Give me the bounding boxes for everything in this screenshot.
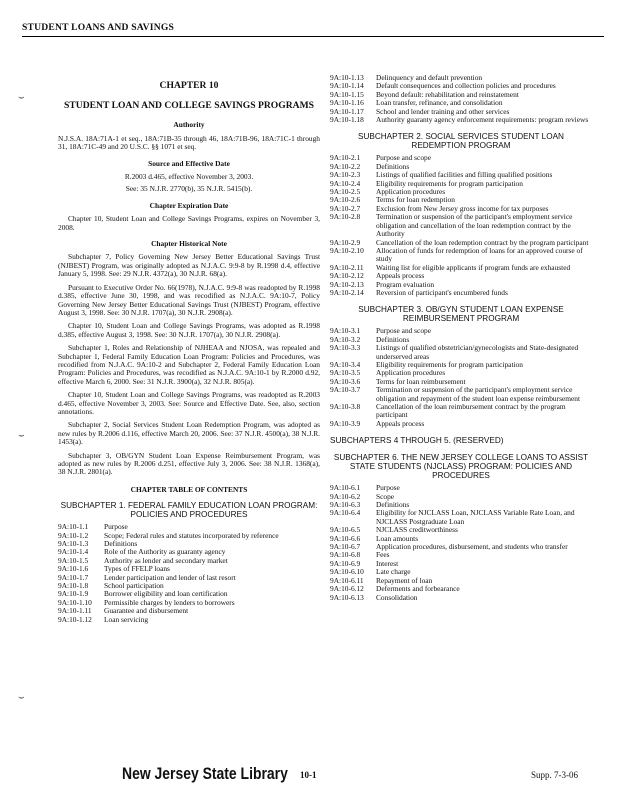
- toc-entry-title: Purpose: [376, 483, 400, 493]
- toc-entry-title: Late charge: [376, 567, 411, 577]
- toc-entry-number: 9A:10-1.5: [58, 555, 89, 565]
- toc-entry-number: 9A:10-3.8: [330, 402, 361, 411]
- source-line: See: 35 N.J.R. 2770(b), 35 N.J.R. 5415(b).: [125, 184, 253, 194]
- toc-entry-title: Borrower eligibility and loan certification: [104, 589, 228, 599]
- history-paragraph: Chapter 10, Student Loan and College Savings Programs, was readopted as R.2003 d.465, effective November 3, 2003. See: Source and Effective Date. See, also, section annotations.: [58, 390, 320, 416]
- toc-entry-title: Program evaluation: [376, 279, 435, 289]
- toc-entry-title: Eligibility requirements for program participation: [376, 359, 523, 369]
- toc-entry-number: 9A:10-1.17: [330, 106, 364, 116]
- toc-entry-number: 9A:10-2.7: [330, 203, 361, 213]
- toc-entry-title: Cancellation of the loan redemption contract by the program participant: [376, 237, 589, 247]
- toc-entry-number: 9A:10-3.4: [330, 359, 361, 369]
- toc-entry-number: 9A:10-6.9: [330, 558, 361, 568]
- toc-entry-number: 9A:10-2.11: [330, 262, 364, 272]
- toc-entry-number: 9A:10-2.12: [330, 271, 364, 281]
- toc-list: [330, 484, 592, 602]
- toc-entry-title: Definitions: [376, 161, 410, 171]
- toc-entry: [58, 557, 320, 565]
- margin-mark: ⌣: [18, 692, 25, 703]
- toc-list: [330, 154, 592, 297]
- toc-entry: [330, 551, 592, 559]
- toc-entry-title: Termination or suspension of the participant's employment service obligation and repayment of the student loan expense reimbursement: [376, 385, 581, 403]
- toc-entry-number: 9A:10-6.13: [330, 592, 364, 602]
- toc-entry-title: Default consequences and collection policies and procedures: [376, 81, 556, 91]
- toc-entry-number: 9A:10-1.4: [58, 547, 89, 557]
- toc-entry-number: 9A:10-1.8: [58, 581, 89, 591]
- toc-entry-number: 9A:10-6.6: [330, 533, 361, 543]
- source-line: R.2003 d.465, effective November 3, 2003.: [124, 172, 254, 182]
- toc-entry-title: Types of FFELP loans: [104, 564, 170, 574]
- toc-entry-number: 9A:10-3.1: [330, 326, 361, 336]
- toc-entry: [330, 188, 592, 196]
- toc-entry: [330, 272, 592, 280]
- chapter-title: STUDENT LOAN AND COLLEGE SAVINGS PROGRAMS: [64, 100, 314, 112]
- toc-entry-title: Beyond default: rehabilitation and reinstatement: [376, 89, 519, 99]
- toc-entry-number: 9A:10-3.9: [330, 418, 361, 428]
- toc-entry: [330, 484, 592, 492]
- toc-entry-number: 9A:10-1.18: [330, 115, 364, 125]
- toc-entry-number: 9A:10-2.2: [330, 161, 361, 171]
- toc-entry: [330, 560, 592, 568]
- toc-entry-title: Definitions: [104, 539, 138, 549]
- toc-entry-number: 9A:10-2.6: [330, 195, 361, 205]
- toc-entry-number: 9A:10-1.13: [330, 73, 364, 82]
- toc-entry-title: Guarantee and disbursement: [104, 606, 189, 616]
- toc-entry-title: School and lender training and other services: [376, 106, 510, 116]
- toc-entry-number: 9A:10-6.12: [330, 584, 364, 594]
- toc-entry-title: Appeals process: [376, 418, 425, 428]
- toc-list: [330, 327, 592, 428]
- toc-entry-number: 9A:10-2.13: [330, 279, 364, 289]
- toc-entry-title: Repayment of loan: [376, 575, 433, 585]
- toc-entry-title: Termination or suspension of the participant's employment service obligation and cancellation of the loan redemption contract by the Authority: [376, 212, 573, 239]
- toc-entry-title: Allocation of funds for redemption of loans for an approved course of study: [376, 245, 583, 264]
- expiration-heading: Chapter Expiration Date: [149, 200, 229, 210]
- toc-entry: [330, 493, 592, 501]
- toc-entry-number: 9A:10-1.15: [330, 89, 364, 99]
- toc-entry-title: Loan servicing: [104, 614, 149, 624]
- toc-entry: [58, 574, 320, 582]
- subchapter-heading: SUBCHAPTER 6. THE NEW JERSEY COLLEGE LOANS TO ASSIST STATE STUDENTS (NJCLASS) PROGRAM: POLICIES AND PROCEDURES: [333, 453, 589, 481]
- toc-entry: [330, 509, 592, 526]
- toc-entry-title: NJCLASS creditworthiness: [376, 525, 458, 535]
- toc-entry: [330, 154, 592, 162]
- toc-entry-number: 9A:10-1.12: [58, 614, 92, 624]
- toc-list: [58, 523, 320, 624]
- toc-entry: [58, 616, 320, 624]
- expiration-text: Chapter 10, Student Loan and College Savings Programs, expires on November 3, 2008.: [58, 214, 320, 232]
- toc-entry-number: 9A:10-6.10: [330, 567, 364, 577]
- page-number: 10-1: [300, 770, 317, 780]
- right-column: [330, 74, 592, 602]
- toc-entry-title: Definitions: [376, 334, 410, 344]
- toc-entry-title: Appeals process: [376, 271, 425, 281]
- margin-mark: ⌣: [18, 92, 25, 103]
- toc-entry-title: Lender participation and lender of last resort: [104, 572, 236, 582]
- toc-entry-title: Listings of qualified obstetrician/gynecologists and State-designated underserved areas: [376, 343, 579, 361]
- toc-entry-title: Exclusion from New Jersey gross income for tax purposes: [376, 203, 549, 213]
- toc-entry: [330, 526, 592, 534]
- toc-entry: [330, 594, 592, 602]
- toc-entry: [330, 386, 592, 403]
- toc-entry: [330, 344, 592, 361]
- toc-entry: [330, 568, 592, 576]
- toc-entry-number: 9A:10-1.16: [330, 98, 364, 108]
- left-column: [58, 74, 320, 624]
- toc-entry-title: Application procedures, disbursement, and students who transfer: [376, 542, 568, 552]
- toc-entry: [330, 289, 592, 297]
- toc-entry-title: Permissible charges by lenders to borrowers: [104, 597, 235, 607]
- toc-entry-number: 9A:10-6.4: [330, 508, 361, 518]
- supplement-date: Supp. 7-3-06: [531, 770, 578, 780]
- toc-entry-title: Definitions: [376, 500, 410, 510]
- toc-entry-title: Scope: [376, 491, 395, 501]
- toc-entry-number: 9A:10-1.10: [58, 597, 92, 607]
- toc-entry-number: 9A:10-2.3: [330, 170, 361, 180]
- toc-entry-title: Role of the Authority as guaranty agency: [104, 547, 226, 557]
- toc-entry: [330, 264, 592, 272]
- toc-entry-number: 9A:10-3.7: [330, 385, 361, 395]
- toc-entry-number: 9A:10-6.2: [330, 491, 361, 501]
- source-heading: Source and Effective Date: [148, 158, 230, 168]
- subchapter-heading: SUBCHAPTER 1. FEDERAL FAMILY EDUCATION LOAN PROGRAM: POLICIES AND PROCEDURES: [60, 501, 318, 520]
- toc-entry: [330, 116, 592, 124]
- toc-entry-number: 9A:10-6.1: [330, 483, 361, 493]
- toc-entry-number: 9A:10-1.3: [58, 539, 89, 549]
- history-paragraph: Subchapter 7, Policy Governing New Jersey Better Educational Savings Trust (NJBEST) Program, was originally adopted as N.J.A.C. 9:9-8 by R.1998 d.4, effective January 5, 1998. See: 29 N.J.R. 4372(a), 30 N.J.R. 68(a).: [58, 252, 320, 279]
- toc-entry-number: 9A:10-3.6: [330, 376, 361, 386]
- toc-entry-number: 9A:10-6.3: [330, 500, 361, 510]
- toc-entry-title: Deferments and forbearance: [376, 584, 460, 594]
- toc-entry-number: 9A:10-1.6: [58, 564, 89, 574]
- subchapter-heading: SUBCHAPTERS 4 THROUGH 5. (RESERVED): [330, 436, 504, 446]
- toc-entry: [330, 585, 592, 593]
- toc-entry: [330, 420, 592, 428]
- toc-entry-number: 9A:10-2.8: [330, 212, 361, 222]
- toc-entry-number: 9A:10-2.9: [330, 237, 361, 247]
- toc-entry-number: 9A:10-1.1: [58, 522, 89, 532]
- toc-entry: [58, 607, 320, 615]
- toc-entry-title: Terms for loan redemption: [376, 195, 455, 205]
- toc-entry-title: Terms for loan reimbursement: [376, 376, 466, 386]
- toc-entry-title: Delinquency and default prevention: [376, 73, 483, 82]
- history-paragraph: Subchapter 3, OB/GYN Student Loan Expense Reimbursement Program, was adopted as new rules by R.2006 d.251, effective July 3, 2006. See: 38 N.J.R. 1368(a), 38 N.J.R. 2801(a).: [58, 450, 320, 477]
- toc-entry-title: Loan transfer, refinance, and consolidation: [376, 98, 503, 108]
- toc-entry-title: Listings of qualified facilities and filling qualified positions: [376, 170, 553, 180]
- toc-entry-number: 9A:10-3.5: [330, 368, 361, 378]
- toc-entry-number: 9A:10-1.2: [58, 530, 89, 540]
- library-stamp: New Jersey State Library: [122, 764, 288, 783]
- toc-entry-number: 9A:10-3.3: [330, 343, 361, 353]
- toc-entry: [58, 599, 320, 607]
- margin-mark: ⌣: [18, 430, 25, 441]
- toc-entry-number: 9A:10-2.1: [330, 153, 361, 163]
- toc-entry: [58, 532, 320, 540]
- toc-list: [330, 74, 592, 124]
- toc-entry-number: 9A:10-2.5: [330, 187, 361, 197]
- toc-entry-number: 9A:10-1.7: [58, 572, 89, 582]
- toc-entry-number: 9A:10-2.4: [330, 178, 361, 188]
- toc-entry: [330, 403, 592, 420]
- toc-entry-number: 9A:10-3.2: [330, 334, 361, 344]
- subchapter-heading: SUBCHAPTER 3. OB/GYN STUDENT LOAN EXPENSE REIMBURSEMENT PROGRAM: [358, 305, 564, 324]
- history-paragraph: Chapter 10, Student Loan and College Savings Programs, was adopted as R.1998 d.385, effective August 3, 1998. See: 30 N.J.R. 1707(a), 30 N.J.R. 2908(a).: [58, 321, 320, 339]
- toc-entry-title: Interest: [376, 558, 399, 568]
- toc-entry-title: Cancellation of the loan reimbursement contract by the program participant: [376, 402, 566, 420]
- toc-entry-title: Purpose and scope: [376, 326, 432, 336]
- toc-entry-title: Consolidation: [376, 592, 418, 602]
- toc-entry-number: 9A:10-6.8: [330, 550, 361, 560]
- subchapter-heading: SUBCHAPTER 2. SOCIAL SERVICES STUDENT LOAN REDEMPTION PROGRAM: [358, 132, 564, 151]
- toc-entry-title: School participation: [104, 581, 164, 591]
- toc-entry-number: 9A:10-1.11: [58, 606, 92, 616]
- toc-entry: [330, 247, 592, 264]
- historical-note: [58, 253, 320, 476]
- toc-entry: [330, 180, 592, 188]
- toc-entry-number: 9A:10-6.7: [330, 542, 361, 552]
- history-paragraph: Pursuant to Executive Order No. 66(1978), N.J.A.C. 9:9-8 was readopted by R.1998 d.385, effective June 30, 1998, and was recodified as N.J.A.C. 9A:10-7, Policy Governing New Jersey Better Educational Savings Trust (NJBEST) Program, effective August 3, 1998. See: 30 N.J.R. 1707(a), 30 N.J.R. 2908(a).: [58, 282, 320, 317]
- toc-entry-title: Application procedures: [376, 368, 446, 378]
- history-paragraph: Subchapter 1, Roles and Relationship of NJHEAA and NJOSA, was repealed and Subchapter 1, Federal Family Education Loan Program: Policies and Procedures, was recodified from N.J.A.C. 9A:10-2 and Subchapter 2, Federal Family Education Loan Program: Policies and Procedures, was recodified as N.J.A.C. 9A:10-1 by R.2000 d.92, effective March 6, 2000. See: 31 N.J.R. 3900(a), 32 N.J.R. 805(a).: [58, 343, 320, 386]
- toc-entry: [330, 577, 592, 585]
- toc-entry-title: Waiting list for eligible applicants if program funds are exhausted: [376, 262, 571, 272]
- running-head: STUDENT LOANS AND SAVINGS: [22, 22, 604, 37]
- toc-entry-title: Reversion of participant's encumbered funds: [376, 287, 508, 297]
- toc-entry: [330, 213, 592, 238]
- toc-entry: [330, 327, 592, 335]
- toc-entry-number: 9A:10-1.14: [330, 81, 364, 91]
- toc-entry-number: 9A:10-1.9: [58, 589, 89, 599]
- toc-entry: [330, 543, 592, 551]
- history-heading: Chapter Historical Note: [151, 239, 227, 249]
- toc-entry-number: 9A:10-2.10: [330, 245, 364, 255]
- history-paragraph: Subchapter 2, Social Services Student Loan Redemption Program, was adopted as new rules by R.2006 d.116, effective March 20, 2006. See: 37 N.J.R. 4500(a), 38 N.J.R. 1453(a).: [58, 420, 320, 447]
- toc-entry-title: Application procedures: [376, 187, 446, 197]
- authority-heading: Authority: [173, 120, 205, 130]
- toc-entry: [330, 361, 592, 369]
- toc-entry-title: Purpose: [104, 522, 128, 532]
- chapter-number: CHAPTER 10: [159, 80, 219, 91]
- toc-entry-title: Scope; Federal rules and statutes incorporated by reference: [104, 530, 279, 540]
- toc-entry-title: Eligibility for NJCLASS Loan, NJCLASS Variable Rate Loan, and NJCLASS Postgraduate Loan: [376, 508, 575, 526]
- toc-entry-number: 9A:10-2.14: [330, 287, 364, 297]
- toc-entry-title: Authority guaranty agency enforcement requirements: program reviews: [376, 115, 589, 125]
- toc-entry-title: Fees: [376, 550, 390, 560]
- toc-entry-number: 9A:10-6.11: [330, 575, 364, 585]
- toc-entry-title: Loan amounts: [376, 533, 419, 543]
- toc-entry-title: Purpose and scope: [376, 153, 432, 163]
- toc-entry-title: Eligibility requirements for program participation: [376, 178, 523, 188]
- authority-text: N.J.S.A. 18A:71A-1 et seq., 18A:71B-35 through 46, 18A:71B-96, 18A:71C-1 through 31, 18A:71C-49 and 20 U.S.C. §§ 1071 et seq.: [58, 133, 320, 152]
- toc-heading: CHAPTER TABLE OF CONTENTS: [130, 484, 248, 494]
- toc-entry-number: 9A:10-6.5: [330, 525, 361, 535]
- toc-entry-title: Authority as lender and secondary market: [104, 555, 228, 565]
